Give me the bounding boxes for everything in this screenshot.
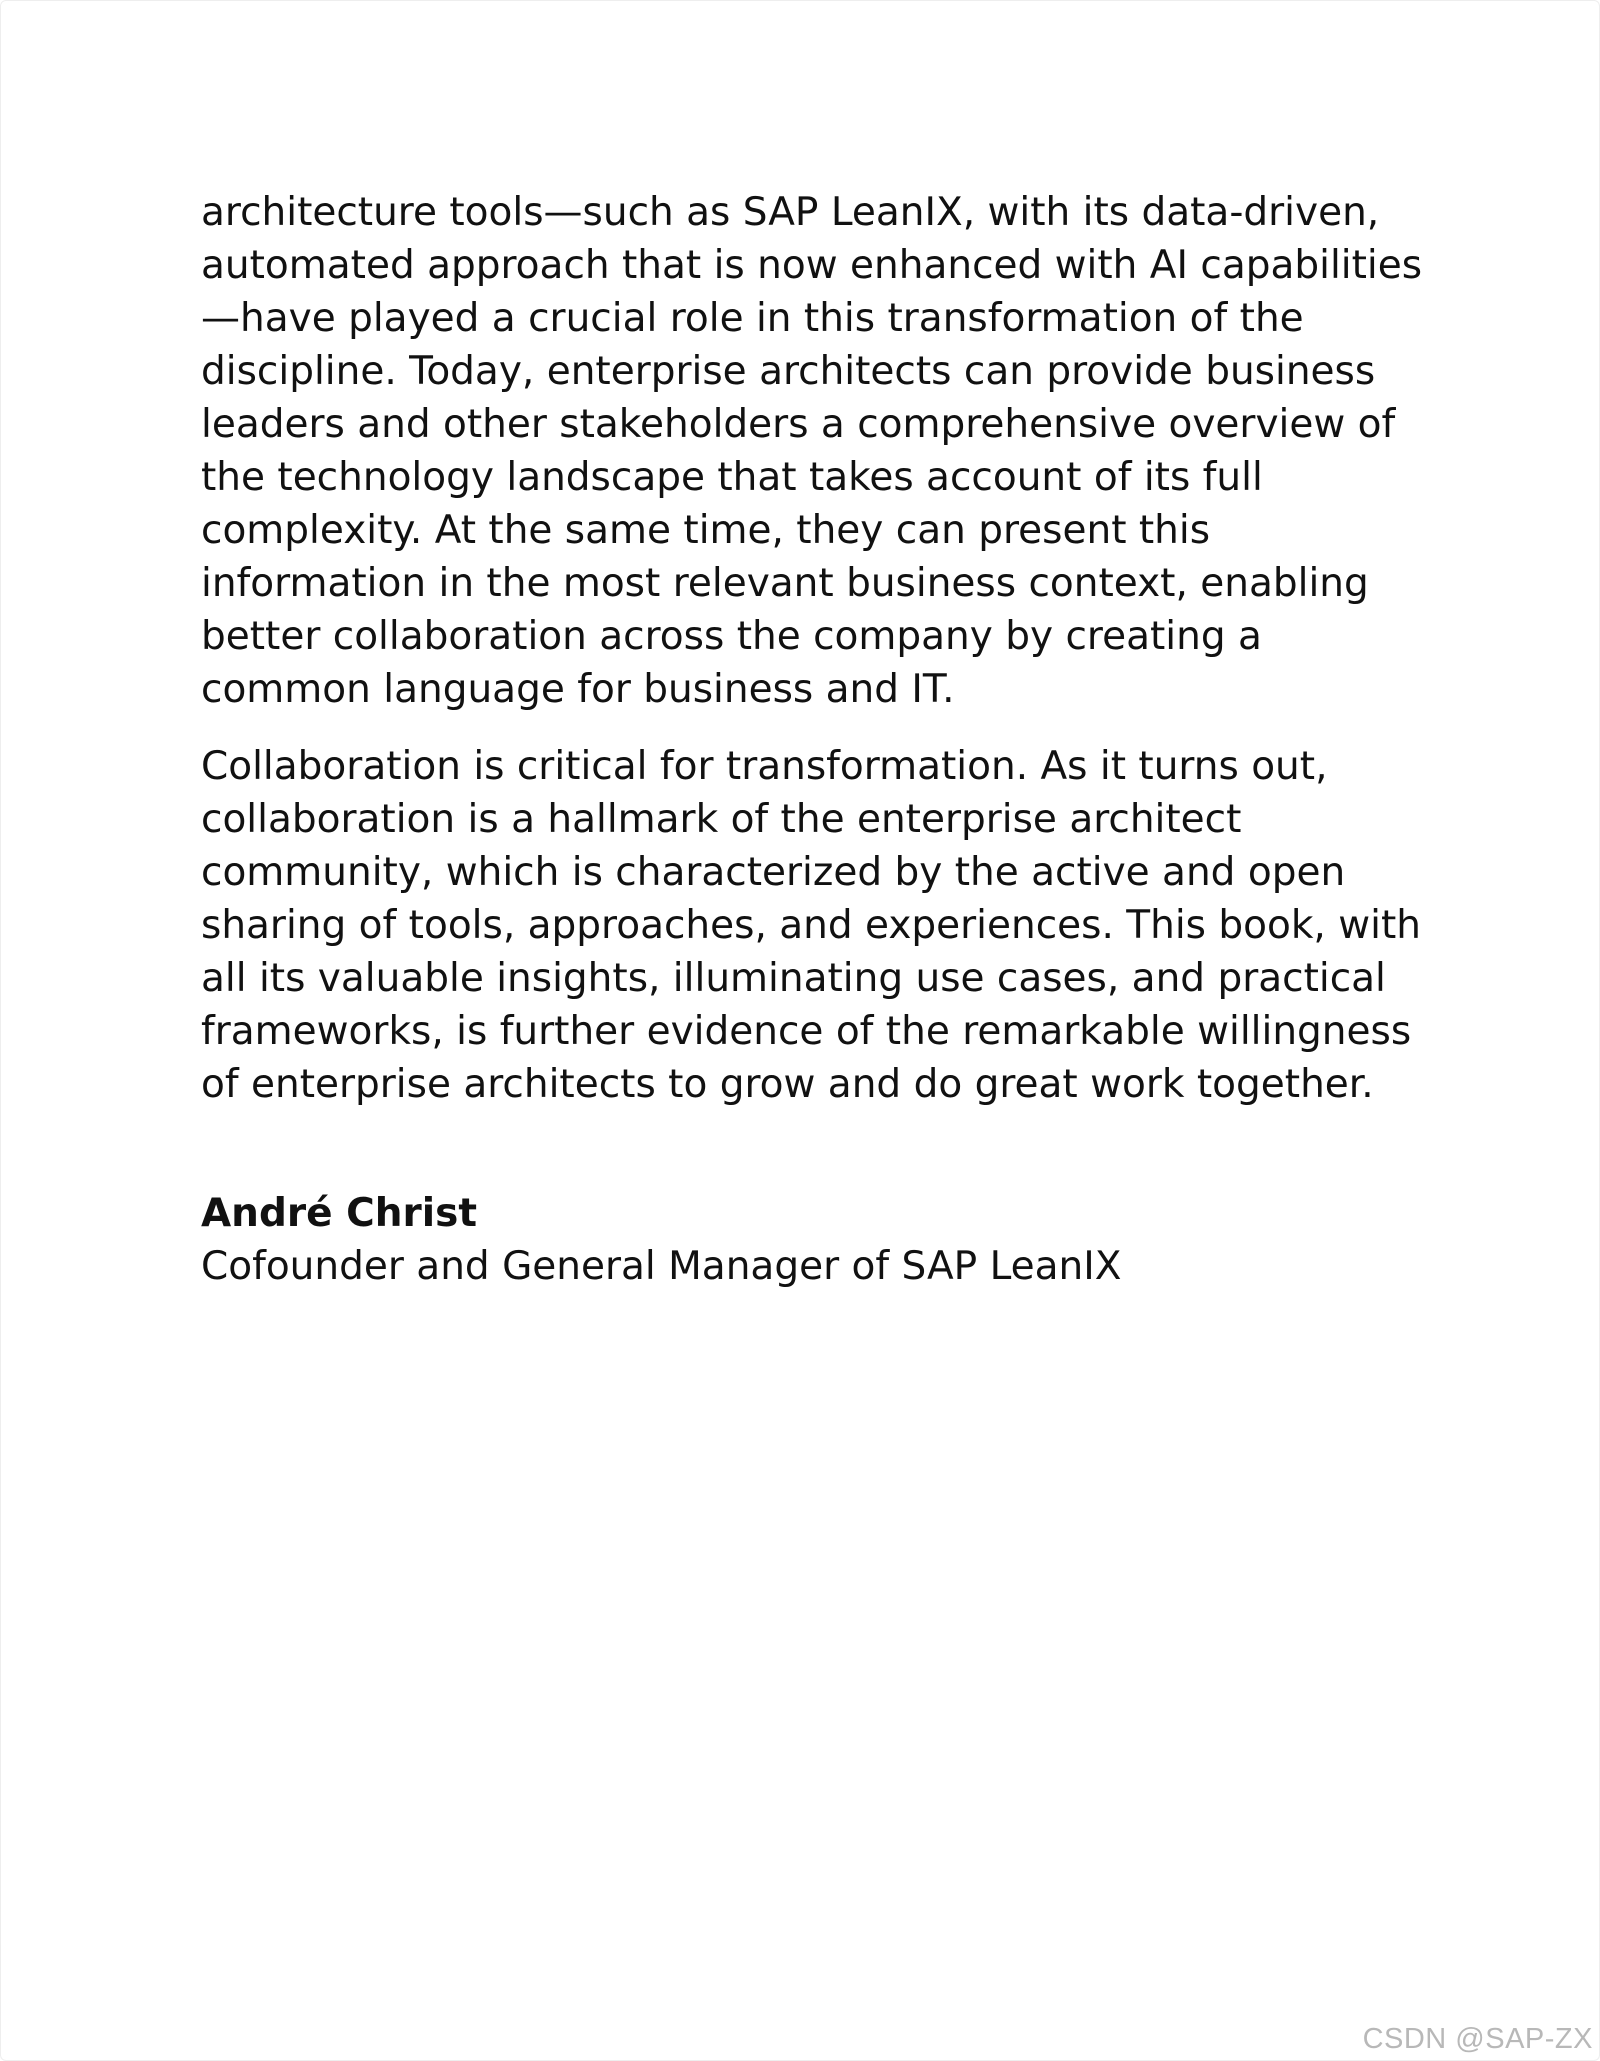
page-content [201, 186, 1441, 1293]
signature-block [201, 1187, 1441, 1293]
paragraph-1: architecture tools—such as SAP LeanIX, with its data-driven, automated approach that is now enhanced with AI capabilities—have played a crucial role in this transformation of the discipline. Today, enterprise architects can provide business leaders and other stakeholders a comprehensive overview of the technology landscape that takes account of its full complexity. At the same time, they can present this information in the most relevant business context, enabling better collaboration across the company by creating a common language for business and IT. [201, 190, 1423, 712]
author-title: Cofounder and General Manager of SAP LeanIX [201, 1244, 1122, 1289]
watermark: CSDN @SAP-ZX [1362, 2023, 1593, 2055]
author-name: André Christ [201, 1191, 477, 1236]
paragraph-2: Collaboration is critical for transformation. As it turns out, collaboration is a hallmark of the enterprise architect community, which is characterized by the active and open sharing of tools, approaches, and experiences. This book, with all its valuable insights, illuminating use cases, and practical frameworks, is further evidence of the remarkable willingness of enterprise architects to grow and do great work together. [201, 744, 1421, 1107]
